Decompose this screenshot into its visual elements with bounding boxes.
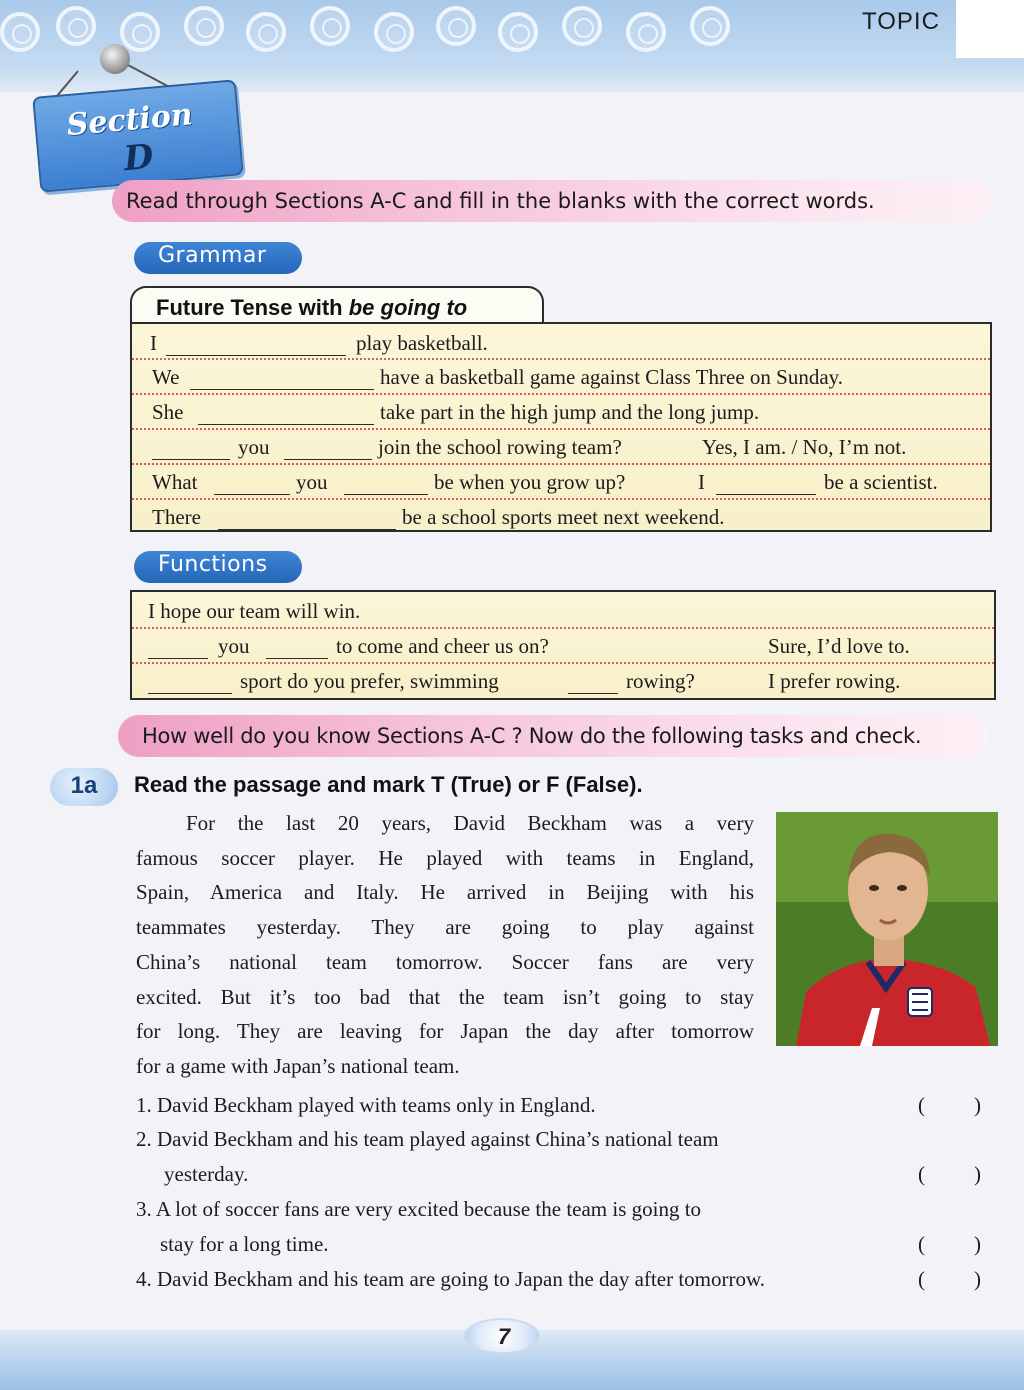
section-banner <box>36 44 256 194</box>
row-text: We <box>152 365 180 389</box>
row-text: be a scientist. <box>824 470 938 494</box>
functions-row <box>132 629 994 664</box>
row-text: There <box>152 505 201 529</box>
question-line: 3. A lot of soccer fans are very excited because the team is going to <box>136 1197 702 1221</box>
answer-blank[interactable] <box>716 471 816 495</box>
answer-blank[interactable] <box>266 635 328 659</box>
row-text: you <box>218 634 250 658</box>
answer-blank[interactable] <box>148 635 208 659</box>
question-line: stay for a long time. <box>160 1232 329 1256</box>
functions-tab: Functions <box>134 551 302 583</box>
grammar-row <box>132 326 990 360</box>
page-number: 7 <box>497 1324 511 1349</box>
row-text: you <box>296 470 328 494</box>
question-line: 2. David Beckham and his team played against China’s national team <box>136 1127 719 1151</box>
passage-line: famous soccer player. He played with teams in England, <box>136 845 754 870</box>
task-badge <box>50 768 118 806</box>
row-text: I prefer rowing. <box>768 669 901 693</box>
row-text: Sure, I’d love to. <box>768 634 910 658</box>
circle-icon <box>374 12 414 52</box>
row-text: I <box>698 470 705 494</box>
paren-close: ) <box>974 1162 981 1186</box>
grammar-row <box>132 395 990 430</box>
passage-line: For the last 20 years, David Beckham was a very <box>186 811 754 835</box>
answer-blank[interactable] <box>344 471 428 495</box>
answer-blank[interactable] <box>190 366 374 390</box>
grammar-heading <box>156 295 467 321</box>
section-letter: D <box>122 136 156 180</box>
circle-icon <box>436 6 476 46</box>
row-text: be a school sports meet next weekend. <box>402 505 725 529</box>
instruction-text: How well do you know Sections A-C ? Now do the following tasks and check. <box>142 724 922 748</box>
soccer-player-photo <box>776 812 998 1046</box>
row-text: play basketball. <box>356 331 488 355</box>
row-text: have a basketball game against Class Three on Sunday. <box>380 365 844 389</box>
answer-blank[interactable] <box>152 436 230 460</box>
pin-icon <box>100 44 130 74</box>
answer-blank[interactable] <box>218 506 396 530</box>
row-text: to come and cheer us on? <box>336 634 549 658</box>
answer-blank[interactable] <box>214 471 290 495</box>
section-board <box>32 79 244 192</box>
passage-line: excited. But it’s too bad that the team isn’t going to stay <box>136 984 754 1009</box>
circle-icon <box>310 6 350 46</box>
circle-icon <box>184 6 224 46</box>
answer-blank[interactable] <box>148 670 232 694</box>
paren-open: ( <box>918 1267 925 1291</box>
topic-cover-patch <box>956 0 1024 58</box>
circle-icon <box>498 12 538 52</box>
grammar-heading-emphasis: be going to <box>348 295 468 320</box>
question-line: 1. David Beckham played with teams only in England. <box>136 1093 596 1117</box>
question-line: yesterday. <box>164 1162 249 1186</box>
answer-blank[interactable] <box>568 670 618 694</box>
functions-row <box>132 664 994 698</box>
grammar-heading-text: Future Tense with <box>156 295 349 320</box>
passage-line: Spain, America and Italy. He arrived in Beijing with his <box>136 880 754 905</box>
answer-blank[interactable] <box>166 332 346 356</box>
passage-line: teammates yesterday. They are going to play against <box>136 915 754 940</box>
grammar-tab: Grammar <box>134 242 302 274</box>
section-title: Section <box>65 97 194 144</box>
task-number: 1a <box>70 772 98 799</box>
row-text: rowing? <box>626 669 695 693</box>
grammar-row <box>132 465 990 500</box>
paren-close: ) <box>974 1267 981 1291</box>
grammar-table <box>130 322 992 532</box>
grammar-row <box>132 360 990 395</box>
circle-icon <box>562 6 602 46</box>
row-text: Yes, I am. / No, I’m not. <box>702 435 907 459</box>
circle-icon <box>626 12 666 52</box>
paren-open: ( <box>918 1093 925 1117</box>
instruction-bar <box>112 180 992 222</box>
paren-open: ( <box>918 1232 925 1256</box>
passage-line: for a game with Japan’s national team. <box>136 1053 460 1078</box>
reading-passage <box>136 806 754 1084</box>
page-number-badge <box>464 1318 540 1354</box>
player-illustration <box>776 812 998 1046</box>
row-text: She <box>152 400 184 424</box>
instruction-text: Read through Sections A-C and fill in the blanks with the correct words. <box>126 189 875 213</box>
circle-icon <box>0 12 40 52</box>
grammar-row <box>132 430 990 465</box>
answer-blank[interactable] <box>198 401 374 425</box>
circle-icon <box>56 6 96 46</box>
row-text: join the school rowing team? <box>378 435 622 459</box>
row-text: be when you grow up? <box>434 470 626 494</box>
answer-blank[interactable] <box>284 436 372 460</box>
row-text: sport do you prefer, swimming <box>240 669 499 693</box>
paren-open: ( <box>918 1162 925 1186</box>
passage-line: for long. They are leaving for Japan the day after tomorrow <box>136 1019 754 1044</box>
functions-table <box>130 590 996 700</box>
row-text: take part in the high jump and the long jump. <box>380 400 760 424</box>
passage-line: China’s national team tomorrow. Soccer fans are very <box>136 949 754 974</box>
question-line: 4. David Beckham and his team are going to Japan the day after tomorrow. <box>136 1267 766 1291</box>
row-text: What <box>152 470 198 494</box>
instruction-bar <box>118 715 988 757</box>
grammar-row <box>132 500 990 530</box>
row-text: you <box>238 435 270 459</box>
row-text: I <box>150 331 157 355</box>
task-title: Read the passage and mark T (True) or F (False). <box>134 772 643 797</box>
row-text: I hope our team will win. <box>148 599 361 623</box>
topic-label: TOPIC <box>862 8 940 35</box>
grammar-heading-tab <box>130 286 544 324</box>
paren-close: ) <box>974 1093 981 1117</box>
functions-row <box>132 594 994 629</box>
paren-close: ) <box>974 1232 981 1256</box>
circle-icon <box>690 6 730 46</box>
